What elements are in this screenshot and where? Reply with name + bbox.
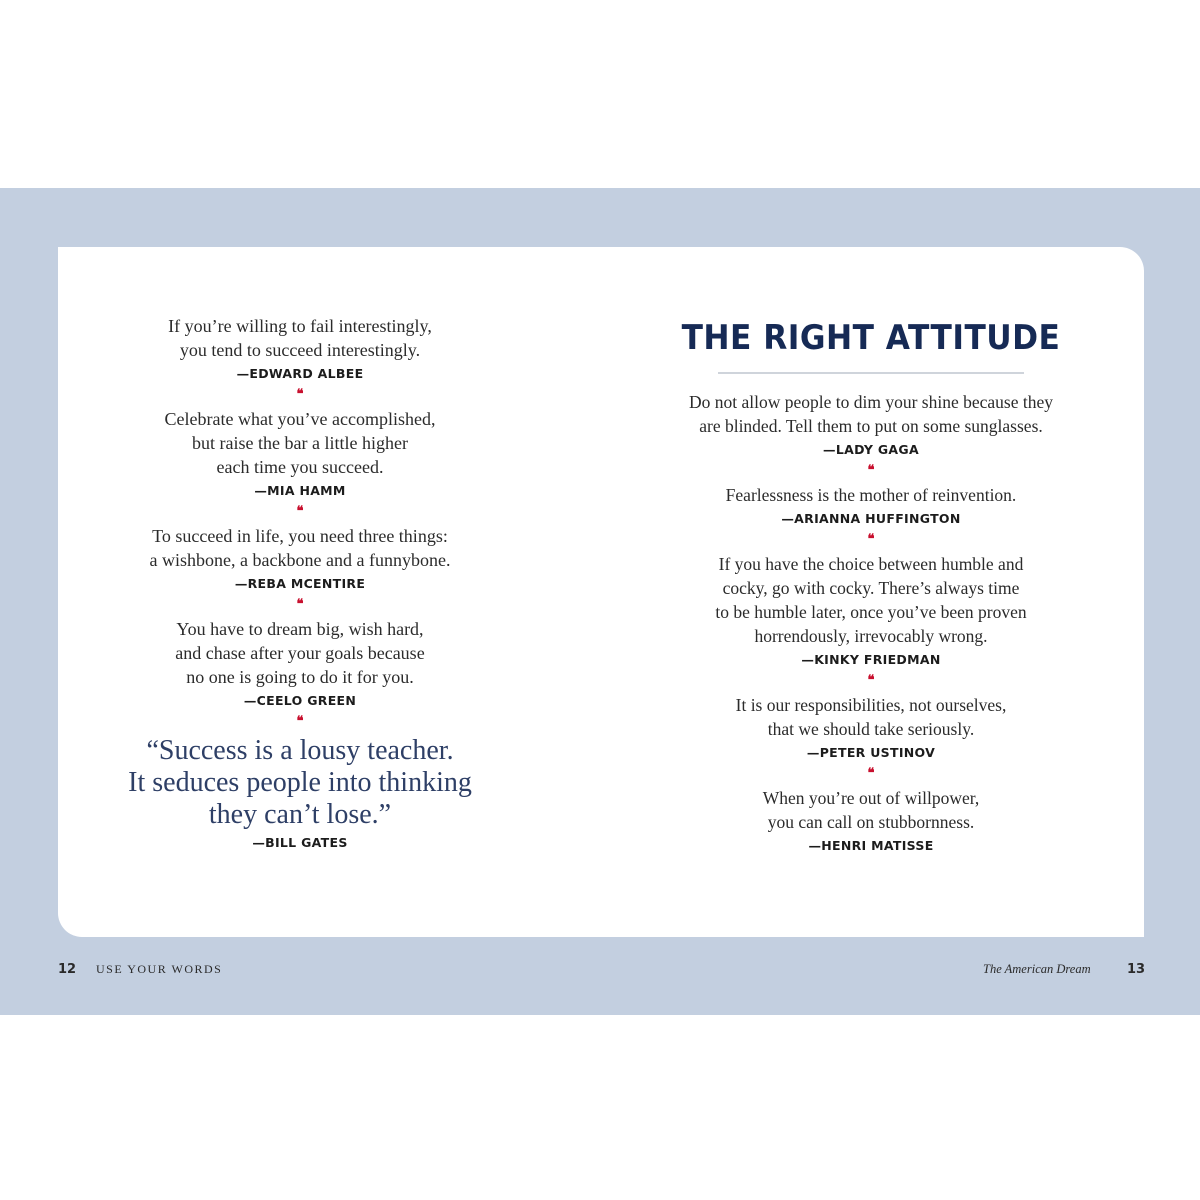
quote-text: Fearlessness is the mother of reinvention. <box>725 485 1017 505</box>
page-title: THE RIGHT ATTITUDE <box>681 318 1061 358</box>
left-page-number: 12 <box>58 962 77 977</box>
right-page-number: 13 <box>1127 962 1146 977</box>
quote-separator-icon: ❝ <box>296 597 304 612</box>
left-running-head: USE YOUR WORDS <box>96 962 223 976</box>
quote-author: —LADY GAGA <box>823 442 919 457</box>
quote-text: Celebrate what you’ve accomplished, but raise the bar a little higher each time you succeed. <box>164 409 436 477</box>
right-running-head: The American Dream <box>983 962 1091 976</box>
quote-author: —PETER USTINOV <box>806 745 936 760</box>
quote-separator-icon: ❝ <box>867 463 875 478</box>
quote-text: You have to dream big, wish hard, and chase after your goals because no one is going to do it for you. <box>175 619 425 687</box>
quote-separator-icon: ❝ <box>296 387 304 402</box>
right-page-content <box>650 316 1092 856</box>
quote-text: It is our responsibilities, not ourselves, that we should take seriously. <box>735 695 1007 739</box>
quote-separator-icon: ❝ <box>296 714 304 729</box>
quote-author: —CEELO GREEN <box>243 693 357 708</box>
quote-text: To succeed in life, you need three things: a wishbone, a backbone and a funnybone. <box>149 526 451 570</box>
quote-author: —MIA HAMM <box>254 483 346 498</box>
quote-separator-icon: ❝ <box>867 766 875 781</box>
quote-text: Do not allow people to dim your shine because they are blinded. Tell them to put on some sunglasses. <box>688 392 1053 436</box>
quote-separator-icon: ❝ <box>296 504 304 519</box>
quote-author: —EDWARD ALBEE <box>236 366 364 381</box>
quote-text: If you’re willing to fail interestingly, you tend to succeed interestingly. <box>168 316 432 360</box>
quote-separator-icon: ❝ <box>867 532 875 547</box>
quote-text: If you have the choice between humble and cocky, go with cocky. There’s always time to be humble later, once you’ve been proven horrendously, irrevocably wrong. <box>715 554 1027 646</box>
quote-author: —HENRI MATISSE <box>808 838 934 853</box>
left-page-content <box>100 314 500 853</box>
quote-author: —KINKY FRIEDMAN <box>801 652 941 667</box>
quote-author: —ARIANNA HUFFINGTON <box>781 511 961 526</box>
title-divider <box>718 372 1024 374</box>
quote-text: When you’re out of willpower, you can call on stubbornness. <box>762 788 980 832</box>
featured-quote-author: —BILL GATES <box>252 835 348 850</box>
featured-quote-text: “Success is a lousy teacher. It seduces people into thinking they can’t lose.” <box>128 735 472 830</box>
quote-separator-icon: ❝ <box>867 673 875 688</box>
quote-author: —REBA MCENTIRE <box>234 576 366 591</box>
